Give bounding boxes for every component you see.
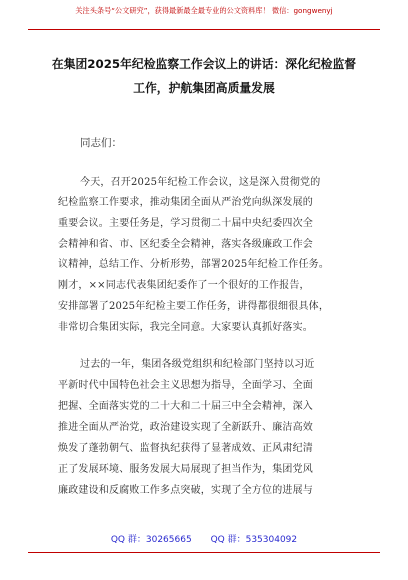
qq-group-right: QQ 群：535304092: [210, 535, 298, 545]
paragraph-2-line-7: 廉政建设和反腐败工作多点突破，实现了全方位的进展与: [58, 485, 313, 496]
title-line-1: 在集团2025年纪检监察工作会议上的讲话：深化纪检监督: [51, 57, 357, 71]
paragraph-1-line-4: 会精神和省、市、区纪委全会精神，落实各级廉政工作会: [58, 239, 313, 250]
header-banner: 关注头条号“公文研究”，获得最新最全最专业的公文资料库！ 微信：gongwenyj: [75, 6, 333, 15]
footer-contact: [0, 532, 408, 545]
paragraph-2-line-5: 焕发了蓬勃朝气、监督执纪获得了显著成效、正风肃纪清: [58, 443, 313, 454]
header-divider: [28, 29, 380, 30]
paragraph-2-line-6: 正了发展环境、服务发展大局展现了担当作为，集团党风: [58, 464, 313, 475]
paragraph-1-line-5: 议精神，总结工作、分析形势，部署2025年纪检工作任务。: [58, 259, 330, 270]
footer-divider: [28, 552, 380, 553]
paragraph-1-line-6: 刚才，××同志代表集团纪委作了一个很好的工作报告，: [58, 280, 310, 291]
paragraph-1-line-3: 重要会议。主要任务是，学习贯彻二十届中央纪委四次全: [58, 218, 313, 229]
paragraph-2-line-1: 过去的一年，集团各级党组织和纪检部门坚持以习近: [80, 359, 315, 370]
paragraph-1-line-8: 非常切合集团实际，我完全同意。大家要认真抓好落实。: [58, 322, 313, 333]
paragraph-1-line-1: 今天，召开2025年纪检工作会议，这是深入贯彻党的: [80, 177, 321, 188]
paragraph-2-line-2: 平新时代中国特色社会主义思想为指导，全面学习、全面: [58, 380, 313, 391]
qq-group-left: QQ 群：30265665: [110, 535, 192, 545]
salutation: 同志们：: [80, 137, 122, 149]
paragraph-2-line-4: 推进全面从严治党，政治建设实现了全新跃升、廉洁高效: [58, 422, 313, 433]
paragraph-2-line-3: 把握、全面落实党的二十大和二十届三中全会精神，深入: [58, 401, 313, 412]
title-line-2: 工作，护航集团高质量发展: [133, 81, 275, 95]
paragraph-1-line-2: 纪检监察工作要求，推动集团全面从严治党向纵深发展的: [58, 197, 313, 208]
document-title: [40, 52, 368, 100]
paragraph-1-line-7: 安排部署了2025年纪检主要工作任务，讲得都很细很具体，: [58, 301, 330, 312]
